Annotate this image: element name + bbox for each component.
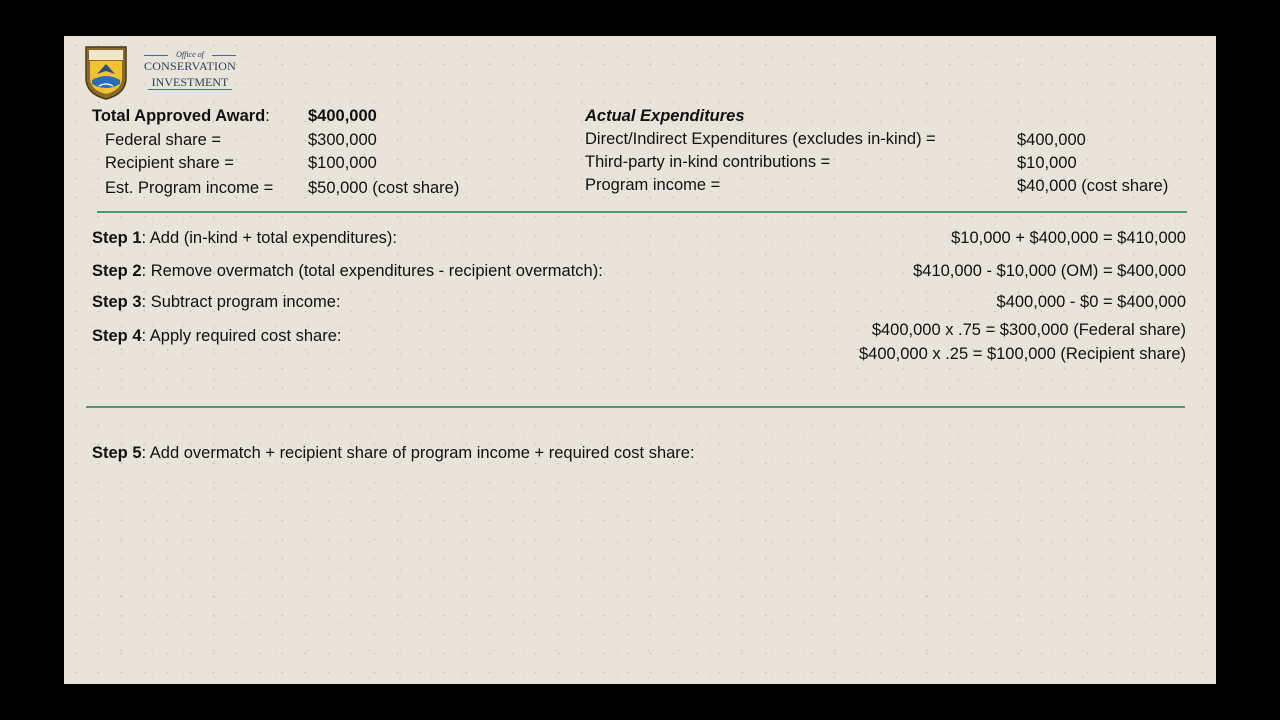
divider-bottom [86,406,1185,408]
actual-expenditures-heading: Actual Expenditures [585,107,745,125]
step-2-label: Step 2: Remove overmatch (total expenditures - recipient overmatch): [92,262,603,280]
in-kind-label: Third-party in-kind contributions = [585,153,831,171]
step-4-result-recipient: $400,000 x .25 = $100,000 (Recipient share) [858,345,1186,363]
program-income-label: Est. Program income = [105,179,274,197]
direct-indirect-label: Direct/Indirect Expenditures (excludes in-kind) = [585,130,936,148]
actual-program-income-value: $40,000 (cost share) [1017,177,1169,195]
federal-share-label: Federal share = [105,131,222,149]
step-2-result: $410,000 - $10,000 (OM) = $400,000 [913,262,1186,280]
step-5-label: Step 5: Add overmatch + recipient share of program income + required cost share: [92,444,695,462]
office-logo-text [140,50,240,91]
step-1-label: Step 1: Add (in-kind + total expenditures): [92,229,397,247]
logo-office-of: Office of [140,50,240,60]
total-award-label: Total Approved Award: [92,107,270,125]
federal-share-value: $300,000 [308,131,377,149]
logo-line2: INVESTMENT [148,76,233,90]
in-kind-value: $10,000 [1017,154,1077,172]
recipient-share-label: Recipient share = [105,154,234,172]
step-3-label: Step 3: Subtract program income: [92,293,341,311]
step-4-result-federal: $400,000 x .75 = $300,000 (Federal share) [871,321,1186,339]
logo-line1: CONSERVATION [144,59,236,73]
slide [64,36,1216,684]
step-3-result: $400,000 - $0 = $400,000 [996,293,1186,311]
divider-top [97,211,1187,213]
step-4-label: Step 4: Apply required cost share: [92,327,342,345]
usfws-shield-icon [83,44,129,100]
program-income-value: $50,000 (cost share) [308,179,460,197]
step-1-result: $10,000 + $400,000 = $410,000 [951,229,1186,247]
actual-program-income-label: Program income = [585,176,721,194]
recipient-share-value: $100,000 [308,154,377,172]
direct-indirect-value: $400,000 [1017,131,1086,149]
total-award-value: $400,000 [308,107,377,125]
